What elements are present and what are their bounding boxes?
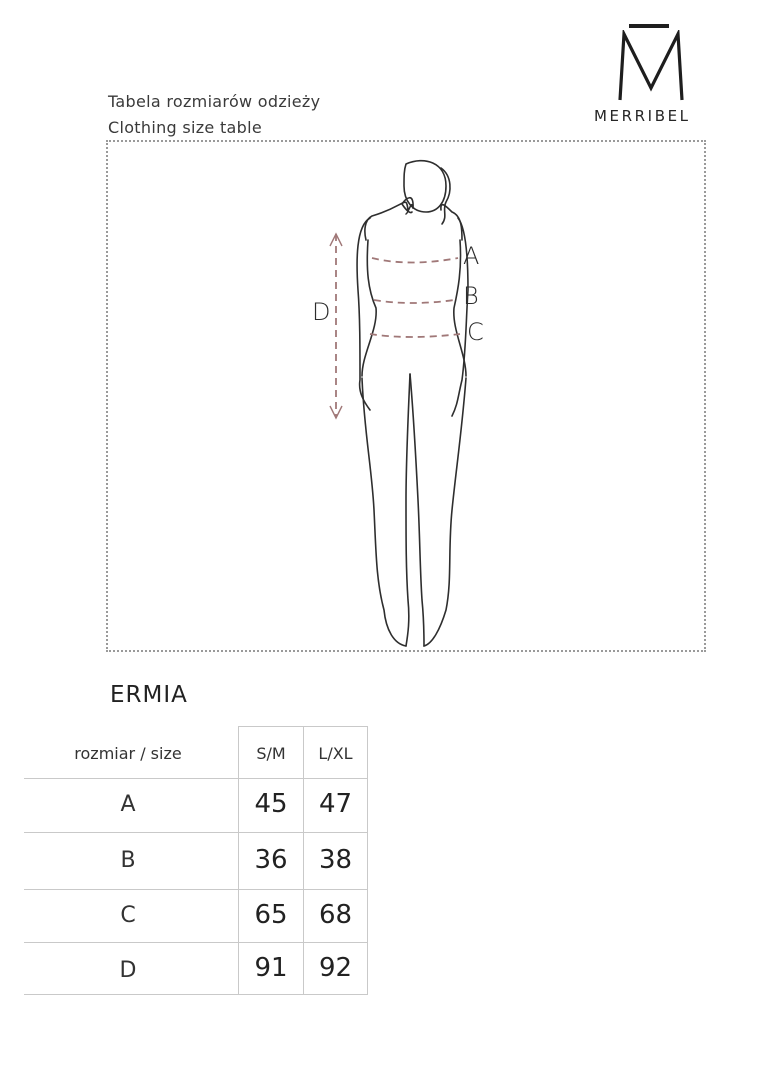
- table-row-label: D: [119, 958, 137, 983]
- table-cell: 65: [254, 900, 288, 930]
- table-cell: 92: [318, 953, 353, 983]
- table-vline-3: [367, 726, 368, 995]
- heading-polish: Tabela rozmiarów odzieży: [108, 92, 321, 111]
- table-line-1: [24, 778, 368, 779]
- table-cell: 47: [318, 789, 353, 819]
- figure-label-c: C: [467, 318, 484, 346]
- figure-label-d: D: [312, 298, 331, 326]
- table-cell: 36: [254, 845, 288, 875]
- table-line-4: [24, 942, 368, 943]
- table-row-label: C: [120, 903, 136, 928]
- body-figure-illustration: [106, 140, 706, 652]
- brand-name: MERRIBEL: [594, 107, 691, 125]
- product-name: ERMIA: [110, 682, 188, 708]
- table-cell: 45: [254, 789, 288, 819]
- table-cell: 38: [318, 845, 353, 875]
- table-line-bottom: [24, 994, 368, 995]
- figure-label-a: A: [463, 242, 480, 270]
- table-line-2: [24, 832, 368, 833]
- table-line-3: [24, 889, 368, 890]
- table-cell: 91: [254, 953, 288, 983]
- table-col-sm: S/M: [256, 744, 286, 763]
- table-row-label: A: [120, 792, 136, 817]
- logo-bar: [629, 24, 669, 28]
- table-col-lxl: L/XL: [318, 744, 353, 763]
- heading-english: Clothing size table: [108, 118, 262, 137]
- table-row-label: B: [120, 848, 136, 873]
- table-header-label: rozmiar / size: [74, 744, 182, 763]
- merribel-logo: [614, 30, 688, 102]
- table-cell: 68: [318, 900, 353, 930]
- figure-label-b: B: [463, 282, 479, 310]
